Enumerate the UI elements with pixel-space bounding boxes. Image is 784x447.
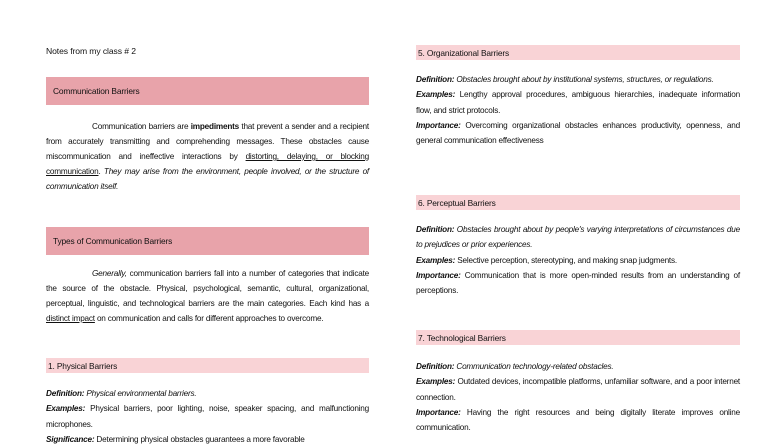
examples-label: Examples: xyxy=(416,377,456,387)
section-heading-organizational xyxy=(416,45,740,60)
definition-label: Definition: xyxy=(46,389,85,398)
definition-line xyxy=(416,359,740,374)
section-heading-communication-barriers xyxy=(46,77,369,105)
section-heading-types xyxy=(46,227,369,255)
importance-label: Importance: xyxy=(416,270,461,280)
section-heading-text: Types of Communication Barriers xyxy=(53,236,173,246)
definition-label: Definition: xyxy=(416,225,455,234)
examples-label: Examples: xyxy=(416,255,456,265)
underlined-phrase: distinct impact xyxy=(46,314,95,323)
examples-text: Selective perception, stereotyping, and making snap judgments. xyxy=(455,255,677,265)
definition-label: Definition: xyxy=(416,75,455,84)
significance-label: Significance: xyxy=(46,434,95,444)
importance-line xyxy=(416,405,740,436)
definition-label: Definition: xyxy=(416,362,455,371)
text-run: on communication and calls for different approaches to overcome. xyxy=(94,314,324,323)
importance-label: Importance: xyxy=(416,407,461,417)
importance-text: Having the right resources and being digitally literate improves online communication. xyxy=(416,407,740,433)
section-heading-technological xyxy=(416,330,740,345)
section-heading-text: Communication Barriers xyxy=(53,86,140,96)
definition-line xyxy=(416,222,740,253)
examples-label: Examples: xyxy=(416,90,456,100)
organizational-details xyxy=(416,72,740,148)
importance-label: Importance: xyxy=(416,120,461,130)
importance-text: Communication that is more open-minded results from an understanding of perceptions. xyxy=(416,270,740,296)
examples-text: Lengthy approval procedures, ambiguous hierarchies, inadequate information flow, and strict protocols. xyxy=(416,90,740,115)
bold-term: impediments xyxy=(190,122,240,131)
definition-text: Physical environmental barriers. xyxy=(84,389,197,398)
importance-text: Overcoming organizational obstacles enhances productivity, openness, and general communication effectiveness xyxy=(416,120,740,146)
section-heading-text: 1. Physical Barriers xyxy=(48,360,118,371)
examples-line xyxy=(416,253,740,268)
physical-details xyxy=(46,386,369,447)
text-run: . xyxy=(98,167,101,176)
definition-text: Obstacles brought about by people's varying interpretations of circumstances due to prejudices or prior experiences. xyxy=(416,225,740,250)
underlined-phrase: distorting, delaying, or blocking communication xyxy=(46,152,369,176)
examples-text: Outdated devices, incompatible platforms, unfamiliar software, and a poor internet connection. xyxy=(416,377,740,402)
importance-line xyxy=(416,118,740,149)
communication-barriers-paragraph xyxy=(46,119,369,194)
italic-sentence: They may arise from the environment, people involved, or the structure of communication itself. xyxy=(46,167,369,191)
text-run: Communication barriers are xyxy=(92,122,191,131)
perceptual-details xyxy=(416,222,740,298)
examples-line xyxy=(416,87,740,118)
technological-details xyxy=(416,359,740,435)
examples-line xyxy=(46,401,369,432)
importance-line xyxy=(416,268,740,299)
section-heading-text: 7. Technological Barriers xyxy=(418,332,506,343)
types-paragraph xyxy=(46,266,369,326)
section-heading-physical xyxy=(46,358,369,373)
notes-title: Notes from my class # 2 xyxy=(46,46,136,56)
examples-line xyxy=(416,374,740,405)
text-run: that prevent a sender and a recipient from accurately transmitting and comprehending messages. These obstacles cause miscommunication and ineffective interactions by xyxy=(46,122,369,161)
section-heading-perceptual xyxy=(416,195,740,210)
significance-line xyxy=(46,432,369,447)
examples-label: Examples: xyxy=(46,404,86,414)
definition-text: Communication technology-related obstacles. xyxy=(454,362,614,371)
definition-line xyxy=(46,386,369,401)
definition-line xyxy=(416,72,740,87)
section-heading-text: 6. Perceptual Barriers xyxy=(418,197,496,208)
definition-text: Obstacles brought about by institutional systems, structures, or regulations. xyxy=(454,75,714,84)
examples-text: Physical barriers, poor lighting, noise, speaker spacing, and malfunctioning microphones. xyxy=(46,404,369,429)
section-heading-text: 5. Organizational Barriers xyxy=(418,47,510,58)
italic-word: Generally, xyxy=(92,269,127,278)
text-run: communication barriers fall into a number of categories that indicate the source of the obstacle. Physical, psychological, semantic, cultural, organizational, perceptual, linguistic, and technological barriers are the main categories. Each kind has a xyxy=(46,269,369,308)
significance-text: Determining physical obstacles guarantees a more favorable xyxy=(94,434,305,444)
